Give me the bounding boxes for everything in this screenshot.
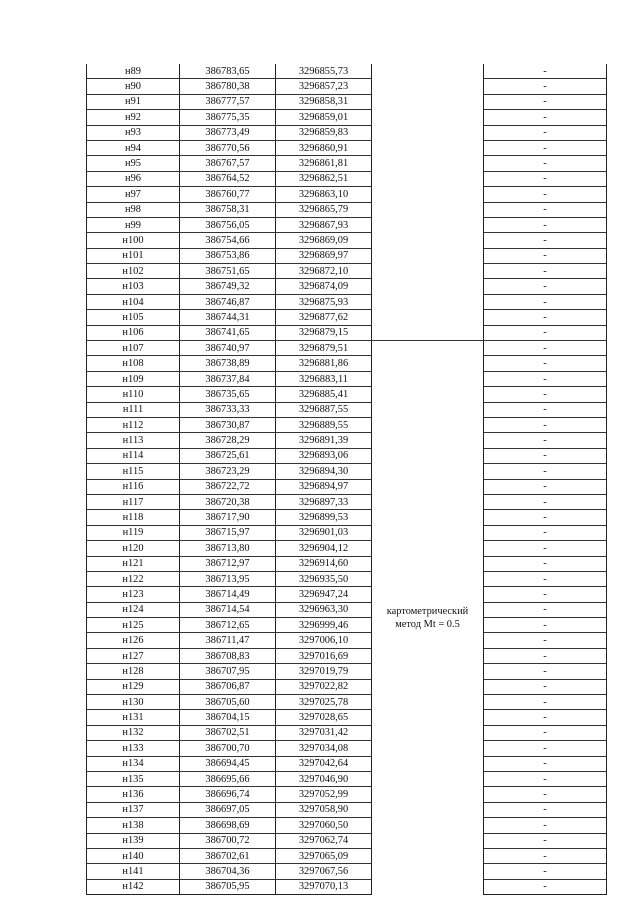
x-coordinate-cell: 386714,54 [180, 602, 276, 617]
point-name-cell: н120 [87, 541, 180, 556]
table-row [87, 864, 607, 879]
x-coordinate-cell: 386717,90 [180, 510, 276, 525]
y-coordinate-cell: 3296894,30 [276, 464, 372, 479]
x-coordinate-cell: 386758,31 [180, 202, 276, 217]
point-name-cell: н134 [87, 756, 180, 771]
y-coordinate-cell: 3297070,13 [276, 879, 372, 894]
description-cell: - [484, 140, 607, 155]
y-coordinate-cell: 3297046,90 [276, 771, 372, 786]
method-cell [372, 341, 484, 895]
y-coordinate-cell: 3296869,09 [276, 233, 372, 248]
point-name-cell: н135 [87, 771, 180, 786]
table-row [87, 602, 607, 617]
table-row [87, 833, 607, 848]
x-coordinate-cell: 386720,38 [180, 494, 276, 509]
description-cell: - [484, 387, 607, 402]
y-coordinate-cell: 3296904,12 [276, 541, 372, 556]
point-name-cell: н98 [87, 202, 180, 217]
x-coordinate-cell: 386756,05 [180, 217, 276, 232]
point-name-cell: н108 [87, 356, 180, 371]
y-coordinate-cell: 3296872,10 [276, 264, 372, 279]
point-name-cell: н101 [87, 248, 180, 263]
point-name-cell: н113 [87, 433, 180, 448]
table-row [87, 356, 607, 371]
method-name: картометрический [386, 605, 469, 617]
x-coordinate-cell: 386704,15 [180, 710, 276, 725]
description-cell: - [484, 448, 607, 463]
table-row [87, 248, 607, 263]
x-coordinate-cell: 386740,97 [180, 341, 276, 356]
x-coordinate-cell: 386783,65 [180, 64, 276, 79]
x-coordinate-cell: 386697,05 [180, 802, 276, 817]
table-row [87, 341, 607, 356]
table-row [87, 818, 607, 833]
x-coordinate-cell: 386730,87 [180, 417, 276, 432]
description-cell: - [484, 187, 607, 202]
y-coordinate-cell: 3296877,62 [276, 310, 372, 325]
y-coordinate-cell: 3297031,42 [276, 725, 372, 740]
x-coordinate-cell: 386741,65 [180, 325, 276, 340]
y-coordinate-cell: 3297016,69 [276, 648, 372, 663]
table-row [87, 279, 607, 294]
y-coordinate-cell: 3297019,79 [276, 664, 372, 679]
x-coordinate-cell: 386735,65 [180, 387, 276, 402]
description-cell: - [484, 525, 607, 540]
point-name-cell: н124 [87, 602, 180, 617]
y-coordinate-cell: 3296855,73 [276, 64, 372, 79]
point-name-cell: н115 [87, 464, 180, 479]
description-cell: - [484, 110, 607, 125]
table-row [87, 710, 607, 725]
x-coordinate-cell: 386712,97 [180, 556, 276, 571]
description-cell: - [484, 848, 607, 863]
y-coordinate-cell: 3296894,97 [276, 479, 372, 494]
table-row [87, 525, 607, 540]
x-coordinate-cell: 386702,61 [180, 848, 276, 863]
coordinates-table-container [86, 64, 606, 895]
description-cell: - [484, 64, 607, 79]
description-cell: - [484, 171, 607, 186]
description-cell: - [484, 310, 607, 325]
table-row [87, 879, 607, 894]
point-name-cell: н123 [87, 587, 180, 602]
point-name-cell: н95 [87, 156, 180, 171]
description-cell: - [484, 125, 607, 140]
point-name-cell: н142 [87, 879, 180, 894]
table-row [87, 448, 607, 463]
y-coordinate-cell: 3296935,50 [276, 571, 372, 586]
table-row [87, 618, 607, 633]
point-name-cell: н125 [87, 618, 180, 633]
point-name-cell: н112 [87, 417, 180, 432]
table-row [87, 479, 607, 494]
x-coordinate-cell: 386702,51 [180, 725, 276, 740]
point-name-cell: н117 [87, 494, 180, 509]
y-coordinate-cell: 3296862,51 [276, 171, 372, 186]
description-cell: - [484, 710, 607, 725]
y-coordinate-cell: 3297034,08 [276, 741, 372, 756]
description-cell: - [484, 618, 607, 633]
point-name-cell: н128 [87, 664, 180, 679]
x-coordinate-cell: 386749,32 [180, 279, 276, 294]
point-name-cell: н122 [87, 571, 180, 586]
y-coordinate-cell: 3296857,23 [276, 79, 372, 94]
description-cell: - [484, 602, 607, 617]
point-name-cell: н118 [87, 510, 180, 525]
description-cell: - [484, 556, 607, 571]
y-coordinate-cell: 3296889,55 [276, 417, 372, 432]
description-cell: - [484, 341, 607, 356]
x-coordinate-cell: 386738,89 [180, 356, 276, 371]
table-row [87, 125, 607, 140]
description-cell: - [484, 202, 607, 217]
point-name-cell: н97 [87, 187, 180, 202]
description-cell: - [484, 233, 607, 248]
description-cell: - [484, 217, 607, 232]
point-name-cell: н130 [87, 695, 180, 710]
point-name-cell: н104 [87, 294, 180, 309]
point-name-cell: н137 [87, 802, 180, 817]
x-coordinate-cell: 386700,72 [180, 833, 276, 848]
x-coordinate-cell: 386723,29 [180, 464, 276, 479]
table-row [87, 771, 607, 786]
table-row [87, 371, 607, 386]
description-cell: - [484, 402, 607, 417]
x-coordinate-cell: 386728,29 [180, 433, 276, 448]
x-coordinate-cell: 386780,38 [180, 79, 276, 94]
y-coordinate-cell: 3297025,78 [276, 695, 372, 710]
table-row [87, 264, 607, 279]
x-coordinate-cell: 386698,69 [180, 818, 276, 833]
point-name-cell: н119 [87, 525, 180, 540]
table-row [87, 110, 607, 125]
table-row [87, 787, 607, 802]
y-coordinate-cell: 3296899,53 [276, 510, 372, 525]
description-cell: - [484, 787, 607, 802]
x-coordinate-cell: 386725,61 [180, 448, 276, 463]
description-cell: - [484, 494, 607, 509]
x-coordinate-cell: 386770,56 [180, 140, 276, 155]
table-row [87, 571, 607, 586]
description-cell: - [484, 264, 607, 279]
x-coordinate-cell: 386705,60 [180, 695, 276, 710]
y-coordinate-cell: 3296869,97 [276, 248, 372, 263]
point-name-cell: н132 [87, 725, 180, 740]
y-coordinate-cell: 3296887,55 [276, 402, 372, 417]
table-row [87, 156, 607, 171]
y-coordinate-cell: 3296865,79 [276, 202, 372, 217]
x-coordinate-cell: 386744,31 [180, 310, 276, 325]
description-cell: - [484, 479, 607, 494]
x-coordinate-cell: 386700,70 [180, 741, 276, 756]
table-row [87, 64, 607, 79]
x-coordinate-cell: 386715,97 [180, 525, 276, 540]
description-cell: - [484, 325, 607, 340]
point-name-cell: н136 [87, 787, 180, 802]
point-name-cell: н129 [87, 679, 180, 694]
x-coordinate-cell: 386773,49 [180, 125, 276, 140]
description-cell: - [484, 356, 607, 371]
table-row [87, 325, 607, 340]
x-coordinate-cell: 386707,95 [180, 664, 276, 679]
description-cell: - [484, 156, 607, 171]
y-coordinate-cell: 3297028,65 [276, 710, 372, 725]
table-row [87, 417, 607, 432]
description-cell: - [484, 541, 607, 556]
description-cell: - [484, 879, 607, 894]
table-row [87, 695, 607, 710]
description-cell: - [484, 371, 607, 386]
x-coordinate-cell: 386711,47 [180, 633, 276, 648]
description-cell: - [484, 648, 607, 663]
description-cell: - [484, 741, 607, 756]
point-name-cell: н111 [87, 402, 180, 417]
point-name-cell: н126 [87, 633, 180, 648]
table-row [87, 94, 607, 109]
x-coordinate-cell: 386767,57 [180, 156, 276, 171]
coordinates-table-body [87, 64, 607, 895]
table-row [87, 664, 607, 679]
y-coordinate-cell: 3296897,33 [276, 494, 372, 509]
description-cell: - [484, 633, 607, 648]
point-name-cell: н91 [87, 94, 180, 109]
description-cell: - [484, 279, 607, 294]
table-row [87, 756, 607, 771]
y-coordinate-cell: 3296858,31 [276, 94, 372, 109]
y-coordinate-cell: 3296860,91 [276, 140, 372, 155]
description-cell: - [484, 79, 607, 94]
description-cell: - [484, 248, 607, 263]
table-row [87, 387, 607, 402]
description-cell: - [484, 294, 607, 309]
x-coordinate-cell: 386713,95 [180, 571, 276, 586]
description-cell: - [484, 725, 607, 740]
table-row [87, 587, 607, 602]
point-name-cell: н114 [87, 448, 180, 463]
description-cell: - [484, 571, 607, 586]
point-name-cell: н116 [87, 479, 180, 494]
description-cell: - [484, 679, 607, 694]
y-coordinate-cell: 3296859,01 [276, 110, 372, 125]
x-coordinate-cell: 386705,95 [180, 879, 276, 894]
x-coordinate-cell: 386694,45 [180, 756, 276, 771]
table-row [87, 310, 607, 325]
table-row [87, 510, 607, 525]
table-row [87, 217, 607, 232]
description-cell: - [484, 771, 607, 786]
x-coordinate-cell: 386722,72 [180, 479, 276, 494]
y-coordinate-cell: 3296891,39 [276, 433, 372, 448]
point-name-cell: н103 [87, 279, 180, 294]
x-coordinate-cell: 386733,33 [180, 402, 276, 417]
coordinates-table [86, 64, 607, 895]
x-coordinate-cell: 386737,84 [180, 371, 276, 386]
description-cell: - [484, 94, 607, 109]
table-row [87, 802, 607, 817]
y-coordinate-cell: 3297042,64 [276, 756, 372, 771]
table-row [87, 187, 607, 202]
table-row [87, 556, 607, 571]
description-cell: - [484, 802, 607, 817]
point-name-cell: н141 [87, 864, 180, 879]
x-coordinate-cell: 386753,86 [180, 248, 276, 263]
x-coordinate-cell: 386714,49 [180, 587, 276, 602]
table-row [87, 725, 607, 740]
y-coordinate-cell: 3296859,83 [276, 125, 372, 140]
point-name-cell: н92 [87, 110, 180, 125]
method-accuracy: метод Mt = 0.5 [395, 618, 460, 630]
table-row [87, 233, 607, 248]
table-row [87, 633, 607, 648]
point-name-cell: н99 [87, 217, 180, 232]
y-coordinate-cell: 3296883,11 [276, 371, 372, 386]
table-row [87, 541, 607, 556]
table-row [87, 433, 607, 448]
description-cell: - [484, 818, 607, 833]
point-name-cell: н89 [87, 64, 180, 79]
y-coordinate-cell: 3297067,56 [276, 864, 372, 879]
description-cell: - [484, 864, 607, 879]
table-row [87, 171, 607, 186]
point-name-cell: н107 [87, 341, 180, 356]
description-cell: - [484, 756, 607, 771]
y-coordinate-cell: 3297062,74 [276, 833, 372, 848]
table-row [87, 140, 607, 155]
y-coordinate-cell: 3296881,86 [276, 356, 372, 371]
y-coordinate-cell: 3297060,50 [276, 818, 372, 833]
description-cell: - [484, 833, 607, 848]
y-coordinate-cell: 3296901,03 [276, 525, 372, 540]
table-row [87, 648, 607, 663]
y-coordinate-cell: 3296999,46 [276, 618, 372, 633]
x-coordinate-cell: 386708,83 [180, 648, 276, 663]
point-name-cell: н90 [87, 79, 180, 94]
description-cell: - [484, 695, 607, 710]
x-coordinate-cell: 386704,36 [180, 864, 276, 879]
point-name-cell: н106 [87, 325, 180, 340]
y-coordinate-cell: 3297006,10 [276, 633, 372, 648]
y-coordinate-cell: 3296874,09 [276, 279, 372, 294]
point-name-cell: н109 [87, 371, 180, 386]
y-coordinate-cell: 3296879,15 [276, 325, 372, 340]
y-coordinate-cell: 3296885,41 [276, 387, 372, 402]
point-name-cell: н131 [87, 710, 180, 725]
point-name-cell: н138 [87, 818, 180, 833]
table-row [87, 79, 607, 94]
point-name-cell: н102 [87, 264, 180, 279]
table-row [87, 848, 607, 863]
table-row [87, 294, 607, 309]
point-name-cell: н105 [87, 310, 180, 325]
description-cell: - [484, 510, 607, 525]
table-row [87, 679, 607, 694]
description-cell: - [484, 664, 607, 679]
y-coordinate-cell: 3297065,09 [276, 848, 372, 863]
x-coordinate-cell: 386760,77 [180, 187, 276, 202]
y-coordinate-cell: 3296947,24 [276, 587, 372, 602]
y-coordinate-cell: 3296861,81 [276, 156, 372, 171]
table-row [87, 741, 607, 756]
x-coordinate-cell: 386712,65 [180, 618, 276, 633]
y-coordinate-cell: 3297058,90 [276, 802, 372, 817]
y-coordinate-cell: 3296879,51 [276, 341, 372, 356]
point-name-cell: н93 [87, 125, 180, 140]
point-name-cell: н121 [87, 556, 180, 571]
point-name-cell: н139 [87, 833, 180, 848]
y-coordinate-cell: 3296963,30 [276, 602, 372, 617]
x-coordinate-cell: 386775,35 [180, 110, 276, 125]
point-name-cell: н110 [87, 387, 180, 402]
y-coordinate-cell: 3296875,93 [276, 294, 372, 309]
x-coordinate-cell: 386696,74 [180, 787, 276, 802]
description-cell: - [484, 433, 607, 448]
x-coordinate-cell: 386751,65 [180, 264, 276, 279]
table-row [87, 202, 607, 217]
y-coordinate-cell: 3296867,93 [276, 217, 372, 232]
point-name-cell: н127 [87, 648, 180, 663]
method-cell-upper [372, 64, 484, 341]
point-name-cell: н133 [87, 741, 180, 756]
x-coordinate-cell: 386764,52 [180, 171, 276, 186]
point-name-cell: н96 [87, 171, 180, 186]
x-coordinate-cell: 386777,57 [180, 94, 276, 109]
y-coordinate-cell: 3296893,06 [276, 448, 372, 463]
table-row [87, 494, 607, 509]
x-coordinate-cell: 386706,87 [180, 679, 276, 694]
y-coordinate-cell: 3296914,60 [276, 556, 372, 571]
point-name-cell: н100 [87, 233, 180, 248]
table-row [87, 464, 607, 479]
y-coordinate-cell: 3296863,10 [276, 187, 372, 202]
point-name-cell: н94 [87, 140, 180, 155]
x-coordinate-cell: 386754,66 [180, 233, 276, 248]
y-coordinate-cell: 3297022,82 [276, 679, 372, 694]
description-cell: - [484, 464, 607, 479]
y-coordinate-cell: 3297052,99 [276, 787, 372, 802]
x-coordinate-cell: 386746,87 [180, 294, 276, 309]
table-row [87, 402, 607, 417]
x-coordinate-cell: 386695,66 [180, 771, 276, 786]
x-coordinate-cell: 386713,80 [180, 541, 276, 556]
point-name-cell: н140 [87, 848, 180, 863]
description-cell: - [484, 587, 607, 602]
description-cell: - [484, 417, 607, 432]
